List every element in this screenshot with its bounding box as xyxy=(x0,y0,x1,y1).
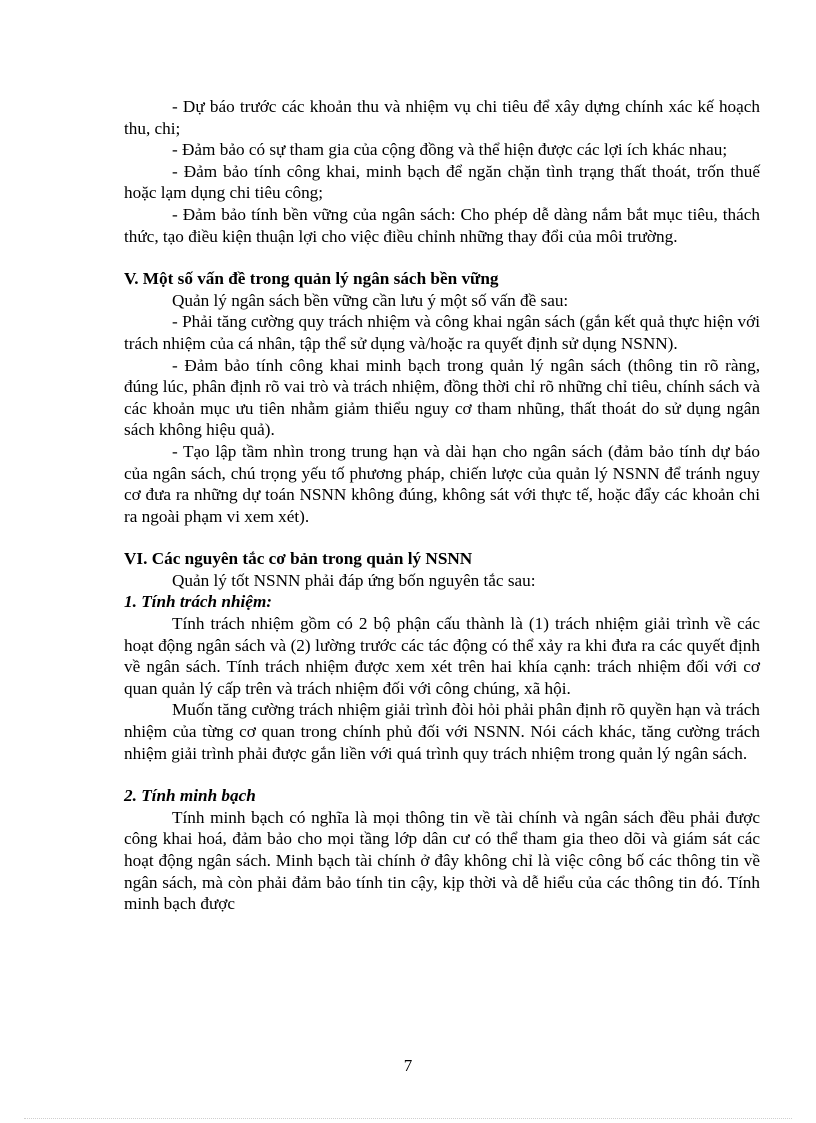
page-bottom-divider xyxy=(24,1118,792,1119)
paragraph-6: - Phải tăng cường quy trách nhiệm và công khai ngân sách (gắn kết quả thực hiện với trách nhiệm của cá nhân, tập thể sử dụng và/hoặc ra quyết định sử dụng NSNN). xyxy=(124,312,760,353)
spacer xyxy=(124,527,760,548)
paragraph-12: Tính minh bạch có nghĩa là mọi thông tin về tài chính và ngân sách đều phải được công khai hoá, đảm bảo cho mọi tầng lớp dân cư có thể tham gia theo dõi và giám sát các hoạt động ngân sách. Minh bạch tài chính ở đây không chỉ là việc công bố các thông tin về ngân sách, mà còn phải đảm bảo tính tin cậy, kịp thời và dễ hiểu của các thông tin đó. Tính minh bạch được xyxy=(124,807,760,914)
spacer xyxy=(124,247,760,268)
page-number: 7 xyxy=(403,1056,413,1075)
body-text xyxy=(124,96,760,915)
paragraph-5: Quản lý ngân sách bền vững cần lưu ý một số vấn đề sau: xyxy=(172,290,569,310)
paragraph-1: - Dự báo trước các khoản thu và nhiệm vụ chi tiêu để xây dựng chính xác kế hoạch thu, chi; xyxy=(124,97,760,138)
heading-section-vi: VI. Các nguyên tắc cơ bản trong quản lý NSNN xyxy=(124,549,473,569)
paragraph-7: - Đảm bảo tính công khai minh bạch trong quản lý ngân sách (thông tin rõ ràng, đúng lúc, phân định rõ vai trò và trách nhiệm, đồng thời chỉ rõ những chỉ tiêu, chính sách và các khoản mục ưu tiên nhằm giảm thiểu nguy cơ tham nhũng, thất thoát do sử dụng ngân sách không hiệu quả). xyxy=(124,355,760,440)
heading-subsection-1: 1. Tính trách nhiệm: xyxy=(124,592,273,612)
paragraph-9: Quản lý tốt NSNN phải đáp ứng bốn nguyên tắc sau: xyxy=(172,570,536,590)
heading-subsection-2: 2. Tính minh bạch xyxy=(124,786,256,806)
paragraph-2: - Đảm bảo có sự tham gia của cộng đồng và thể hiện được các lợi ích khác nhau; xyxy=(172,140,728,160)
paragraph-11: Muốn tăng cường trách nhiệm giải trình đòi hỏi phải phân định rõ quyền hạn và trách nhiệm của từng cơ quan trong chính phủ đối với NSNN. Nói cách khác, tăng cường trách nhiệm giải trình phải được gắn liền với quá trình quy trách nhiệm trong quản lý ngân sách. xyxy=(124,700,760,763)
paragraph-4: - Đảm bảo tính bền vững của ngân sách: Cho phép dễ dàng nắm bắt mục tiêu, thách thức, tạo điều kiện thuận lợi cho việc điều chỉnh những thay đổi của môi trường. xyxy=(124,204,760,246)
paragraph-3: - Đảm bảo tính công khai, minh bạch để ngăn chặn tình trạng thất thoát, trốn thuế hoặc lạm dụng chi tiêu công; xyxy=(124,161,760,203)
heading-section-v: V. Một số vấn đề trong quản lý ngân sách bền vững xyxy=(124,269,499,289)
paragraph-8: - Tạo lập tầm nhìn trong trung hạn và dài hạn cho ngân sách (đảm bảo tính dự báo của ngân sách, chú trọng yếu tố phương pháp, chiến lược của quản lý NSNN để tránh nguy cơ đưa ra những dự toán NSNN không đúng, không sát với thực tế, hoặc đẩy các khoản chi ra ngoài phạm vi xem xét). xyxy=(124,441,760,526)
paragraph-10: Tính trách nhiệm gồm có 2 bộ phận cấu thành là (1) trách nhiệm giải trình về các hoạt động ngân sách và (2) lường trước các tác động có thể xảy ra khi đưa ra các quyết định về ngân sách. Tính trách nhiệm được xem xét trên hai khía cạnh: trách nhiệm đối với cơ quan quản lý cấp trên và trách nhiệm đối với công chúng, xã hội. xyxy=(124,614,760,698)
spacer xyxy=(124,764,760,785)
